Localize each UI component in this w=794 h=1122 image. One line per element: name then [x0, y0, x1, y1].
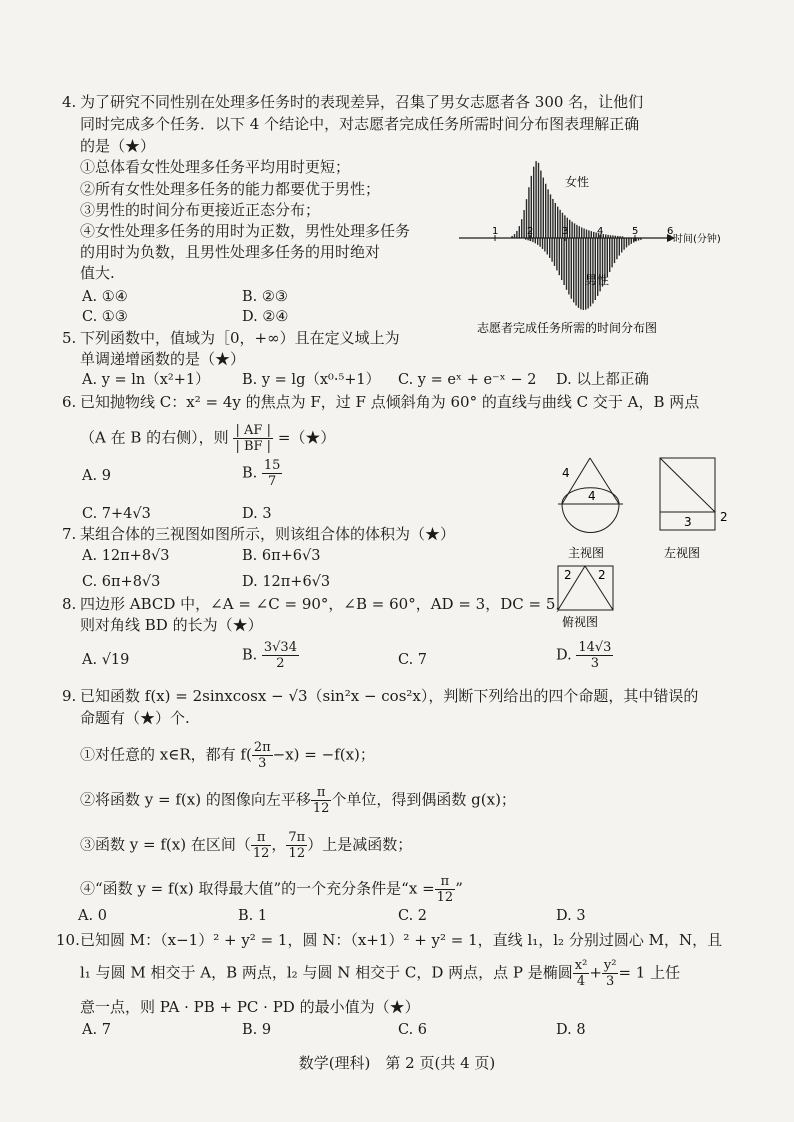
male-bar: [628, 238, 629, 245]
q9-option-d: D. 3: [556, 908, 586, 924]
male-bar: [633, 238, 634, 242]
female-bar: [535, 161, 536, 238]
q4-statement-4: ④女性处理多任务的用时为正数，男性处理多任务: [80, 222, 411, 240]
q9-s4-fraction: [435, 874, 456, 905]
q4-option-a: A. ①④: [82, 289, 128, 305]
female-bar: [521, 219, 522, 238]
q8-option-b-prefix: B.: [242, 647, 258, 664]
q10-line-1: 已知圆 M：（x−1）² + y² = 1，圆 N：（x+1）² + y² = 1，直线 l₁，l₂ 分别过圆心 M，N，且: [80, 931, 723, 949]
time-distribution-figure: [455, 148, 755, 338]
male-bar: [568, 238, 569, 294]
q6-b-den: 7: [268, 474, 277, 489]
q4-option-c: C. ①③: [82, 309, 128, 325]
male-bar: [539, 238, 540, 247]
page-footer: 数学(理科) 第 2 页(共 4 页): [298, 1054, 496, 1072]
male-label: 男性: [585, 273, 610, 287]
male-bar: [575, 238, 576, 306]
q6-option-d: D. 3: [242, 506, 272, 522]
q8-option-b-fraction: [262, 640, 299, 671]
q7-option-c: C. 6π+8√3: [82, 574, 161, 590]
axis-tick-label: 3: [562, 226, 569, 237]
q10-e-n2: y²: [603, 958, 617, 973]
left-view-label: 左视图: [664, 546, 701, 560]
front-dim-4-left: 4: [562, 466, 570, 480]
q9-s3-post: ）上是减函数；: [307, 835, 413, 854]
front-view-label: 主视图: [568, 546, 605, 560]
q9-s3-pre: ③函数 y = f(x) 在区间（: [80, 835, 251, 854]
male-bar: [597, 238, 598, 296]
q4-option-b: B. ②③: [242, 289, 288, 305]
q4-statement-2: ②所有女性处理多任务的能力都要优于男性；: [80, 180, 381, 198]
male-bar: [631, 238, 632, 244]
female-bar: [550, 194, 551, 238]
axis-tick-label: 1: [492, 226, 499, 237]
left-view: [660, 458, 728, 560]
male-bar: [621, 238, 622, 252]
q9-option-a: A. 0: [78, 908, 107, 924]
q9-s3-fraction-2: [286, 830, 307, 861]
male-bar: [563, 238, 564, 285]
q9-number: 9.: [62, 687, 77, 705]
front-view: [558, 458, 623, 560]
q4-statement-4-cont: 的用时为负数，且男性处理多任务的用时绝对: [80, 243, 381, 261]
q10-option-c: C. 6: [398, 1022, 428, 1038]
q8-option-d-fraction: [576, 640, 613, 671]
q10-line-3: 意一点，则 PA · PB + PC · PD 的最小值为（★）: [80, 998, 420, 1016]
male-bar: [580, 238, 581, 309]
q8-number: 8.: [62, 595, 77, 613]
three-view-figure: [548, 450, 748, 630]
male-bar: [537, 238, 538, 245]
female-bar: [516, 231, 517, 238]
q10-option-d: D. 8: [556, 1022, 586, 1038]
male-bar: [559, 238, 560, 275]
q9-s1-fraction: [252, 740, 273, 771]
top-dim-2-left: 2: [564, 568, 572, 582]
q4-stem-line-1: 为了研究不同性别在处理多任务时的表现差异，召集了男女志愿者各 300 名，让他们: [80, 93, 644, 111]
male-bar: [571, 238, 572, 299]
q9-s1-den: 3: [258, 756, 267, 771]
q5-option-a: A. y = ln（x²+1）: [82, 372, 210, 388]
q6-stem-text: （A 在 B 的右侧），则: [80, 428, 229, 447]
q4-statement-1: ①总体看女性处理多任务平均用时更短；: [80, 158, 351, 176]
q6-option-a: A. 9: [82, 468, 111, 484]
q6-ratio-fraction: [233, 423, 273, 454]
q4-statement-4-end: 值大.: [80, 264, 115, 282]
male-bar: [619, 238, 620, 256]
q6-ratio-num: | AF |: [233, 423, 273, 439]
q9-statement-1: [80, 740, 375, 771]
q9-s3-d1: 12: [252, 846, 270, 861]
q10-line2-post: = 1 上任: [618, 963, 681, 982]
female-bar: [519, 226, 520, 238]
q9-s3-mid: ，: [271, 835, 287, 854]
female-bar: [569, 220, 570, 238]
female-bar: [583, 229, 584, 238]
male-bar: [566, 238, 567, 290]
left-dim-3: 3: [684, 515, 692, 529]
q7-option-d: D. 12π+6√3: [242, 574, 331, 590]
male-bar: [595, 238, 596, 300]
q7-option-b: B. 6π+6√3: [242, 548, 321, 564]
q5-number: 5.: [62, 329, 77, 347]
q6-option-b-fraction: [262, 458, 283, 489]
q10-number: 10.: [56, 931, 80, 949]
q8-option-d: [556, 640, 613, 671]
q8-d-den: 3: [590, 656, 600, 671]
female-bar: [547, 189, 548, 238]
male-bar: [551, 238, 552, 262]
q8-stem-line-2: 则对角线 BD 的长为（★）: [80, 616, 263, 634]
male-bar: [573, 238, 574, 302]
male-bar: [544, 238, 545, 252]
male-bar: [607, 238, 608, 277]
q9-s2-pre: ②将函数 y = f(x) 的图像向左平移: [80, 790, 311, 809]
q10-line2-pre: l₁ 与圆 M 相交于 A，B 两点，l₂ 与圆 N 相交于 C，D 两点，点 P 是椭圆: [80, 963, 573, 982]
female-bar: [588, 230, 589, 238]
male-bar: [614, 238, 615, 263]
q6-number: 6.: [62, 393, 77, 411]
q8-d-num: 14√3: [578, 640, 612, 655]
axis-tick-label: 2: [527, 226, 534, 237]
male-bar: [532, 238, 533, 242]
female-bar: [543, 178, 544, 238]
female-bar: [593, 232, 594, 238]
q5-option-b: B. y = lg（x⁰·⁵+1）: [242, 372, 381, 388]
q10-option-b: B. 9: [242, 1022, 272, 1038]
male-bar: [556, 238, 557, 270]
q9-s1-pre: ①对任意的 x∈R，都有 f(: [80, 745, 252, 764]
q5-stem-line-1: 下列函数中，值域为［0，+∞）且在定义域上为: [80, 329, 400, 347]
left-dim-2: 2: [720, 510, 728, 524]
q10-line-2: [80, 958, 680, 989]
q7-number: 7.: [62, 525, 77, 543]
female-bar: [574, 223, 575, 238]
male-bar: [616, 238, 617, 259]
q9-option-b: B. 1: [238, 908, 268, 924]
q9-s4-den: 12: [436, 890, 454, 905]
q9-s1-num: 2π: [253, 740, 271, 755]
q9-option-c: C. 2: [398, 908, 428, 924]
female-label: 女性: [565, 175, 590, 189]
q6-option-b: [242, 458, 282, 489]
male-bar: [554, 238, 555, 266]
front-dim-4-inner: 4: [588, 489, 596, 503]
female-bar: [538, 163, 539, 238]
male-bar: [609, 238, 610, 272]
male-bar: [583, 238, 584, 310]
q4-number: 4.: [62, 93, 77, 111]
q4-statement-3: ③男性的时间分布更接近正态分布；: [80, 201, 321, 219]
female-bar: [581, 227, 582, 238]
male-bar: [549, 238, 550, 258]
chart-caption: 志愿者完成任务所需的时间分布图: [477, 321, 658, 335]
male-bar: [623, 238, 624, 250]
q9-s4-num: π: [435, 874, 456, 890]
q10-ellipse-frac-2: [602, 958, 619, 989]
q9-s2-num: π: [311, 785, 332, 801]
q7-stem-line-1: 某组合体的三视图如图所示，则该组合体的体积为（★）: [80, 525, 456, 543]
q9-statement-2: [80, 785, 516, 816]
q9-s3-fraction-1: [251, 830, 272, 861]
q9-statement-4: [80, 874, 463, 905]
female-bar: [571, 222, 572, 238]
axis-tick-label: 4: [597, 226, 604, 237]
q6-stem-line-2: [80, 423, 335, 454]
q8-option-b: [242, 640, 299, 671]
q9-stem-line-1: 已知函数 f(x) = 2sinxcosx − √3（sin²x − cos²x），判断下列给出的四个命题，其中错误的: [80, 687, 699, 705]
q9-s4-post: ”: [455, 879, 463, 898]
male-bar: [611, 238, 612, 267]
female-bar: [523, 210, 524, 238]
male-bar: [535, 238, 536, 243]
q6-option-c: C. 7+4√3: [82, 506, 151, 522]
q5-option-c: C. y = eˣ + e⁻ˣ − 2: [398, 372, 537, 388]
q4-option-d: D. ②④: [242, 309, 289, 325]
axis-tick-label: 6: [667, 226, 674, 237]
female-bar: [579, 226, 580, 238]
female-bar: [545, 184, 546, 238]
q9-s1-post: −x) = −f(x)；: [272, 745, 375, 764]
female-bar: [552, 199, 553, 238]
male-bar: [626, 238, 627, 247]
q9-s3-n1: π: [251, 830, 272, 846]
q10-e-n1: x²: [574, 958, 588, 973]
q9-s2-den: 12: [312, 801, 330, 816]
q10-option-a: A. 7: [82, 1022, 111, 1038]
q8-option-c: C. 7: [398, 652, 428, 668]
male-bar: [542, 238, 543, 249]
axis-label: 时间(分钟): [673, 234, 721, 245]
top-dim-2-right: 2: [598, 568, 606, 582]
male-bar: [547, 238, 548, 255]
q8-option-a: A. √19: [82, 652, 130, 668]
female-bar: [586, 230, 587, 238]
q9-s4-pre: ④“函数 y = f(x) 取得最大值”的一个充分条件是“x =: [80, 879, 435, 898]
q6-ratio-den: | BF |: [235, 439, 272, 454]
q8-b-den: 2: [276, 656, 285, 671]
male-bar: [592, 238, 593, 304]
q8-stem-line-1: 四边形 ABCD 中，∠A = ∠C = 90°，∠B = 60°，AD = 3，DC = 5，: [80, 595, 571, 613]
q7-option-a: A. 12π+8√3: [82, 548, 170, 564]
q10-e-d2: 3: [606, 974, 615, 989]
q6-option-b-prefix: B.: [242, 465, 258, 482]
female-bar: [557, 207, 558, 238]
male-bar: [561, 238, 562, 280]
q9-statement-3: [80, 830, 412, 861]
q6-b-num: 15: [263, 458, 281, 473]
axis-tick-label: 5: [632, 226, 639, 237]
female-bar: [591, 231, 592, 238]
q4-stem-line-3: 的是（★）: [80, 137, 156, 155]
q10-e-d1: 4: [576, 974, 586, 989]
q9-s3-n2: 7π: [288, 830, 306, 845]
q8-b-num: 3√34: [263, 640, 297, 655]
female-bar: [576, 225, 577, 238]
q5-stem-line-2: 单调递增函数的是（★）: [80, 350, 246, 368]
q5-option-d: D. 以上都正确: [556, 372, 649, 388]
top-view-label: 俯视图: [562, 615, 599, 629]
female-bar: [559, 210, 560, 238]
female-bar: [540, 171, 541, 238]
q6-stem-line-1: 已知抛物线 C：x² = 4y 的焦点为 F，过 F 点倾斜角为 60° 的直线与曲线 C 交于 A，B 两点: [80, 393, 700, 411]
male-bar: [578, 238, 579, 308]
female-bar: [555, 203, 556, 238]
q9-s2-post: 个单位，得到偶函数 g(x)；: [331, 790, 516, 809]
q10-ellipse-frac-1: [573, 958, 590, 989]
q6-ratio-tail: =（★）: [277, 428, 336, 447]
q10-e-plus: +: [589, 963, 602, 982]
q4-stem-line-2: 同时完成多个任务．以下 4 个结论中，对志愿者完成任务所需时间分布图表理解正确: [80, 115, 640, 133]
q8-option-d-prefix: D.: [556, 647, 572, 664]
q9-s3-d2: 12: [288, 846, 306, 861]
q9-stem-line-2: 命题有（★）个.: [80, 709, 190, 727]
q9-s2-fraction: [311, 785, 332, 816]
